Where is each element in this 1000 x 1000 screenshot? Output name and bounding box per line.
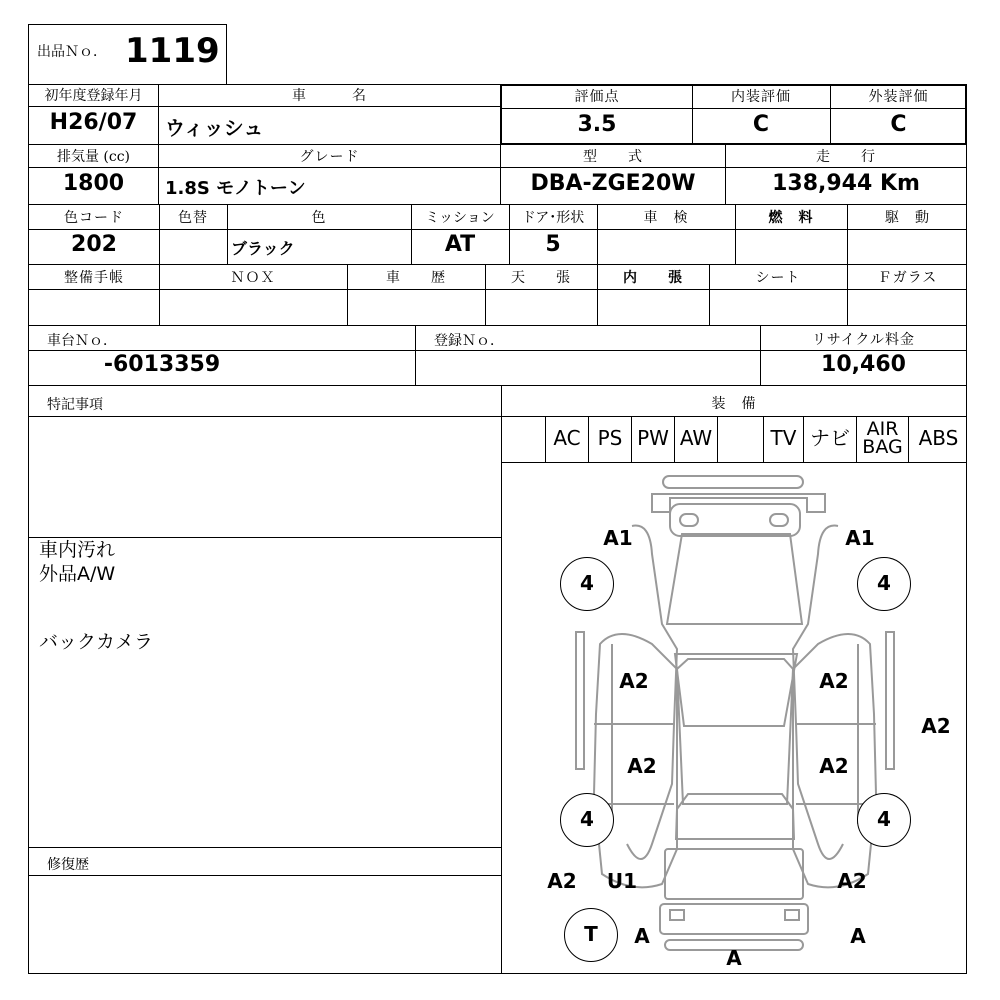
repair-history-label: 修復歴 (47, 857, 89, 873)
model-value: DBA-ZGE20W (530, 171, 696, 196)
damage-mark-front-left: A1 (603, 526, 633, 550)
car-name-value: ウィッシュ (165, 116, 264, 140)
lot-number-box (28, 24, 227, 85)
registration-year-cell (28, 84, 159, 145)
damage-mark-rear-bumper: A (726, 946, 742, 970)
equip-navi: ナビ (803, 416, 856, 462)
interior-rating-label: 内装評価 (731, 89, 791, 105)
note-line-1: 車内汚れ (39, 539, 116, 561)
damage-mark-front-right: A1 (845, 526, 875, 550)
registration-year-value: H26/07 (49, 110, 138, 135)
displacement-value: 1800 (62, 171, 125, 196)
grade-cell (158, 144, 501, 205)
mileage-value: 138,944 Km (772, 171, 920, 196)
equip-ps: PS (588, 416, 631, 462)
damage-mark-rear-bumper-right: A (850, 924, 866, 948)
notes-panel (28, 385, 502, 974)
notes-label: 特記事項 (47, 397, 103, 413)
color-code-label: 色コード (64, 210, 124, 226)
nox-label: ＮＯＸ (230, 270, 276, 286)
exterior-rating-label: 外装評価 (868, 89, 929, 105)
damage-mark-rear-quarter: U1 (606, 869, 638, 893)
registration-number-cell (415, 325, 761, 386)
maintenance-book-label: 整備手帳 (64, 270, 124, 286)
equip-aw: AW (674, 416, 717, 462)
color-value: ブラック (231, 239, 295, 258)
equipment-label: 装 備 (711, 396, 757, 412)
equip-blank-1 (502, 416, 545, 462)
front-glass-label: Ｆガラス (877, 270, 938, 286)
door-value: 5 (545, 232, 561, 257)
displacement-label: 排気量 (cc) (56, 149, 131, 165)
tire-rear-right: 4 (857, 793, 911, 847)
car-name-cell (158, 84, 501, 145)
damage-mark-right-panel: A2 (921, 714, 951, 738)
row3 (28, 204, 967, 265)
car-name-label: 車 名 (292, 88, 367, 104)
model-cell (500, 144, 726, 205)
vehicle-history-label: 車 歴 (386, 270, 446, 286)
recolor-label: 色替 (178, 210, 208, 226)
drive-label: 駆 動 (885, 210, 930, 226)
damage-mark-left-rear-door: A2 (627, 754, 657, 778)
exterior-rating-value: C (890, 112, 907, 137)
chassis-number-value: -6013359 (103, 352, 221, 377)
inspection-label: 車 検 (643, 210, 689, 226)
registration-year-label: 初年度登録年月 (44, 88, 143, 104)
interior-lining-label: 内 張 (623, 270, 683, 286)
mission-value: AT (444, 232, 476, 257)
mission-label: ミッション (425, 210, 495, 226)
color-code-value: 202 (71, 232, 117, 257)
score-value: 3.5 (577, 112, 617, 137)
roof-lining-label: 天 張 (511, 270, 571, 286)
damage-mark-rear-right: A2 (837, 869, 867, 893)
recycle-fee-cell (760, 325, 967, 386)
note-line-2: 外品A/W (39, 563, 116, 585)
car-diagram (502, 464, 968, 974)
model-label: 型 式 (583, 149, 643, 165)
damage-mark-rear-bumper-left: A (634, 924, 650, 948)
fuel-label: 燃 料 (768, 210, 814, 226)
equip-abs: ABS (908, 416, 968, 462)
grade-value: 1.8S モノトーン (165, 178, 306, 199)
damage-mark-right-front-door: A2 (819, 669, 849, 693)
recycle-fee-label: リサイクル料金 (811, 332, 916, 348)
door-label: ドア･形状 (521, 210, 585, 226)
equip-airbag: AIR BAG (856, 416, 908, 462)
chassis-cell (28, 325, 416, 386)
rear-shape (660, 849, 808, 950)
equipment-row (502, 416, 966, 462)
equip-blank-2 (717, 416, 763, 462)
equip-pw: PW (631, 416, 674, 462)
score-block (500, 84, 967, 145)
damage-mark-left-front-door: A2 (619, 669, 649, 693)
lot-number-label: 出品Ｎｏ． (37, 44, 107, 60)
tire-front-left: 4 (560, 557, 614, 611)
damage-mark-right-rear-door: A2 (819, 754, 849, 778)
registration-number-label: 登録Ｎｏ． (434, 333, 504, 349)
tire-spare: T (564, 908, 618, 962)
score-label: 評価点 (574, 89, 620, 105)
recycle-fee-value: 10,460 (821, 352, 906, 377)
tire-rear-left: 4 (560, 793, 614, 847)
chassis-number-label: 車台Ｎｏ． (47, 333, 117, 349)
equip-tv: TV (763, 416, 803, 462)
roof-shape (676, 659, 794, 839)
grade-label: グレード (299, 149, 360, 165)
mileage-label: 走 行 (816, 149, 876, 165)
damage-mark-rear-left: A2 (547, 869, 577, 893)
displacement-cell (28, 144, 159, 205)
row4 (28, 264, 967, 326)
front-bumper-shape (652, 476, 825, 536)
note-line-4: バックカメラ (39, 631, 154, 653)
hood-shape (667, 534, 802, 726)
lot-number: 1119 (125, 31, 220, 71)
color-label: 色 (311, 210, 327, 226)
mileage-cell (725, 144, 967, 205)
seat-label: シート (755, 270, 801, 286)
equip-ac: AC (545, 416, 588, 462)
tire-front-right: 4 (857, 557, 911, 611)
interior-rating-value: C (752, 112, 770, 137)
equipment-panel (501, 385, 967, 974)
